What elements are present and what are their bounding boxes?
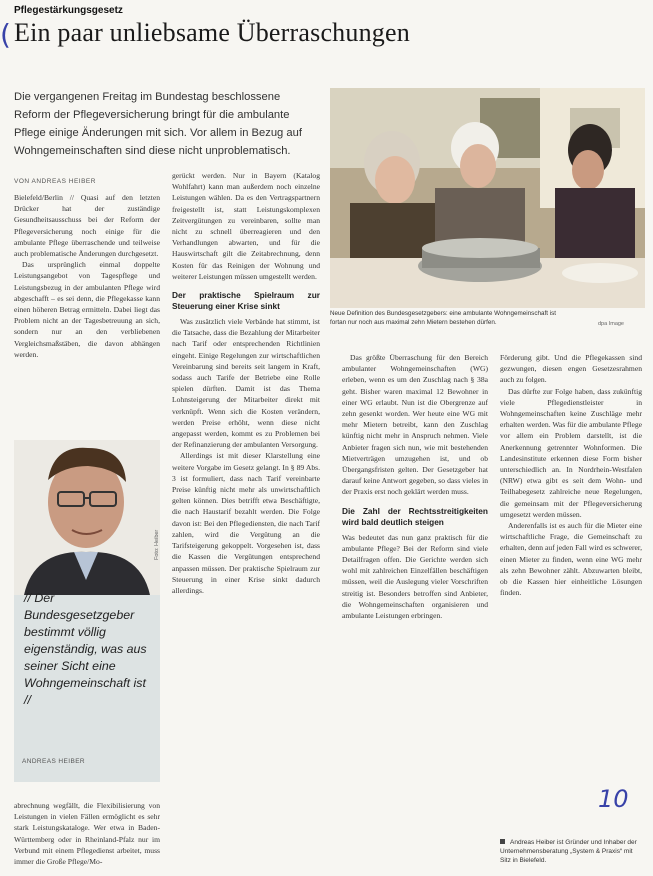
- portrait-credit: Foto: Heiber: [154, 529, 160, 560]
- text-column-4: [500, 352, 642, 792]
- article-lead: Die vergangenen Freitag im Bundestag beschlossene Reform der Pflegeversicherung bringt für die ambulante Pflege einige Änderungen mit sich. Vor allem in Bezug auf Wohngemeinschaften sind diese nicht unproblematisch.: [14, 91, 302, 157]
- text-column-2: [172, 170, 320, 870]
- photo-credit: dpa Image: [598, 321, 624, 327]
- author-portrait: [14, 440, 160, 595]
- paragraph: gerückt werden. Nur in Bayern (Katalog Wohlfahrt) kann man außerdem noch einzelne Leistungen wählen. Da es den Vertragspartnern freigestellt ist, statt Leistungskomplexen Zeitvergütungen zu vereinbaren, sollte man nicht zu schnell überreagieren und den Verhandlungen abwarten, und für die Hauswirtschaft gilt die Zeitabrechnung, denn Kosten für das Reinigen der Wohnung und weiterer Leistungen müssen umgestellt werden.: [172, 171, 320, 281]
- text-column-1-continued: [14, 800, 160, 876]
- bullet-square-icon: [500, 839, 505, 844]
- paragraph: Bielefeld/Berlin // Quasi auf den letzten Drücker hat der zuständige Gesundheitsausschuss bei der Reform der Pflegeversicherung noch einige für die ambulante Pflege überraschende und teilweise auch problematische Änderungen durchgesetzt.: [14, 193, 160, 259]
- paragraph: Das ursprünglich einmal doppelte Leistungsangebot von Tagespflege und Leistungsbezug in der ambulanten Pflege wird abgeschafft – es sei denn, die Pflegekasse kann einen höheren Betrag ermitteln. Dabei liegt das Problem nicht an der Tagesbetreuung an sich, sondern nur an den verbliebenen Vergleichsmaßstäben, die davon abhängen werden.: [14, 260, 160, 359]
- text-column-3: [342, 352, 488, 872]
- paragraph: Das größte Überraschung für den Bereich ambulanter Wohngemeinschaften (WG) erleben, wenn es um den Zuschlag nach § 38a geht. Bisher waren maximal 12 Bewohner in einer WG erlaubt. Nun ist die Obergrenze auf zehn gesenkt worden. Wer heute eine WG mit mehr Mietern betreibt, kann den Zuschlag künftig nicht mehr in Anspruch nehmen. Viele Anbieter fragen sich nun, wie mit bestehenden Mietverträgen umzugehen ist, und ob Übergangsfristen gelten. Der Gesetzgeber hat darauf keine Antwort gegeben, so dass vieles in der Praxis erst noch geklärt werden muss.: [342, 353, 488, 497]
- section-kicker: Pflegestärkungsgesetz: [14, 5, 123, 16]
- page-number: 10: [598, 785, 629, 813]
- author-bio: [500, 838, 642, 865]
- paragraph: Das dürfte zur Folge haben, dass zukünftig viele Pflegedienstleister in Wohngemeinschaften keine Zuschläge mehr erhalten werden. Was für die ambulante Pflege vor allem ein Problem darstellt, ist die Anerkennung getrennter Wohnformen. Die Landesinstitute erkennen diese Form bisher unterschiedlich an. In Nordrhein-Westfalen (NRW) etwa gibt es seit dem Wohn- und Teilhabegesetz zahlreiche neue Regelungen, die gemeinsam mit der Pflegeversicherung umgesetzt werden müssen.: [500, 386, 642, 519]
- photo-caption: Neue Definition des Bundesgesetzgebers: eine ambulante Wohngemeinschaft ist fortan nur noch aus maximal zehn Mietern bestehen dürfen.: [330, 310, 557, 326]
- paragraph: Anderenfalls ist es auch für die Mieter eine wirtschaftliche Frage, die Gemeinschaft zu erhalten, denn auf jeden Fall wird es schwerer, einen Mieter zu finden, wenn eine WG mehr als zehn Bewohner zählt. Abzuwarten bleibt, ob die Kassen hier einheitliche Lösungen finden.: [500, 521, 642, 598]
- subheading: Der praktische Spielraum zur Steuerung einer Krise sinkt: [172, 290, 320, 312]
- text-column-1: [14, 192, 160, 422]
- margin-mark: (: [0, 18, 11, 51]
- quote-author: ANDREAS HEIBER: [22, 758, 86, 765]
- article-photo: [330, 88, 645, 308]
- paragraph: Was bedeutet das nun ganz praktisch für die ambulante Pflege? Bei der Reform sind viele Detailfragen offen. Die Gerichte werden sich wohl mit zahlreichen Einzelfällen beschäftigen müssen, weil die Auslegung vieler Vorschriften streitig ist. Besonders betroffen sind Anbieter, die Wohngemeinschaften organisieren und ambulante Leistungen erbringen.: [342, 532, 488, 621]
- bio-text: Andreas Heiber ist Gründer und Inhaber der Unternehmensberatung „System & Praxis“ mit Sitz in Bielefeld.: [500, 839, 637, 864]
- photo-illustration: [330, 88, 645, 308]
- paragraph: abrechnung wegfällt, die Flexibilisierung von Leistungen in vielen Fällen ermöglicht es sehr stark Leistungskataloge. Wer etwa in Baden-Württemberg oder in Rheinland-Pfalz nur im Verbund mit einem Pflegedienst arbeitet, muss immer die Große Pflege/Mo-: [14, 801, 160, 867]
- portrait-illustration: [14, 440, 160, 595]
- paragraph: Was zusätzlich viele Verbände hat stimmt, ist die Tatsache, dass die Bezahlung der Mitarbeiter nach Tarif oder entsprechenden Richtlinien eingeht. Einige Regelungen zur wirtschaftlichen Vereinbarung sind bereits seit langem in Kraft, sodass auch Tarife der Betriebe eine Rolle spielen dürften. Damit ist das Thema Lohnsteigerung der Mitarbeiter direkt mit verknüpft. Wenn sich die Kosten verändern, werden Preise erhöht, wenn diese nicht angepasst werden, kommt es zu Problemen bei der Refinanzierung der ambulanten Versorgung.: [172, 317, 320, 450]
- paragraph: Allerdings ist mit dieser Klarstellung eine weitere Vorgabe im Gesetz gelangt. In § 89 Abs. 3 ist formuliert, dass nach Tarif vereinbarte Preise künftig nicht mehr als unwirtschaftlich gelten können. Dies betrifft etwa Beschäftigte, die nach Haustarif bezahlt werden. Die Folge davon ist: Bei den Pflegediensten, die nach Tarif zahlen, wird die Vergütung an die Tarifsteigerung gekoppelt. Vorgesehen ist, dass die Kassen die Vergütungen entsprechend anpassen müssen. Der praktische Spielraum zur Steuerung in einer Krise sinkt dadurch allerdings.: [172, 451, 320, 595]
- subheading: Die Zahl der Rechtsstreitigkeiten wird bald deutlich steigen: [342, 505, 488, 527]
- byline: VON ANDREAS HEIBER: [14, 178, 96, 185]
- article-title: Ein paar unliebsame Überraschungen: [14, 18, 410, 47]
- pull-quote: // Der Bundesgesetzgeber bestimmt völlig eigenständig, was aus seiner Sicht eine Wohngemeinschaft ist //: [24, 591, 147, 707]
- paragraph: Förderung gibt. Und die Pflegekassen sind gezwungen, diesen engen Gesetzesrahmen auch zu folgen.: [500, 353, 642, 385]
